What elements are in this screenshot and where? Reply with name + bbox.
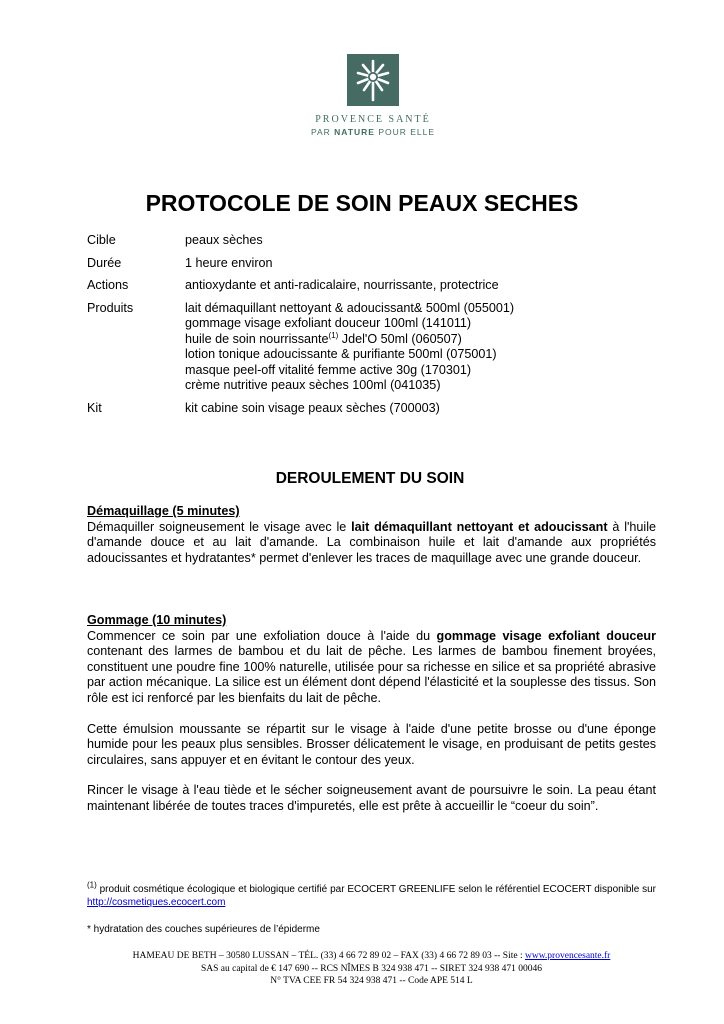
- footnote-marker: (1): [328, 330, 339, 340]
- brand-tagline: [306, 127, 440, 137]
- ecocert-link[interactable]: http://cosmetiques.ecocert.com: [87, 897, 226, 908]
- gommage-paragraph-1: [87, 629, 656, 707]
- duree-value: 1 heure environ: [185, 255, 273, 270]
- tag-part-2: NATURE: [334, 127, 375, 137]
- kit-label: Kit: [87, 400, 102, 415]
- product-item: lotion tonique adoucissante & purifiante 500ml (075001): [185, 347, 497, 361]
- huile-text: huile de soin nourrissante: [185, 331, 329, 346]
- demaquillage-heading: Démaquillage (5 minutes): [87, 504, 240, 518]
- footnote-2: * hydratation des couches supérieures de l’épiderme: [87, 924, 320, 935]
- product-highlight: gommage visage exfoliant douceur: [436, 628, 656, 643]
- page-title: PROTOCOLE DE SOIN PEAUX SECHES: [145, 190, 579, 216]
- product-item: lait démaquillant nettoyant & adoucissant& 500ml (055001): [185, 300, 515, 315]
- row-actions: [87, 278, 647, 294]
- cible-value: peaux sèches: [185, 233, 263, 247]
- row-kit: [87, 401, 647, 417]
- duree-label: Durée: [87, 255, 122, 270]
- gommage-section: [87, 613, 656, 815]
- sun-logo-icon: [347, 54, 399, 106]
- demaquillage-section: [87, 504, 656, 566]
- produits-list: [185, 301, 647, 394]
- product-item: crème nutritive peaux sèches 100ml (041035): [185, 378, 441, 392]
- kit-value: kit cabine soin visage peaux sèches (700003): [185, 400, 440, 415]
- row-cible: [87, 233, 647, 249]
- brand-logo: [306, 54, 440, 137]
- text-span: Commencer ce soin par une exfoliation douce à l'aide du: [87, 628, 437, 643]
- row-produits: [87, 301, 647, 394]
- tag-part-3: POUR ELLE: [378, 127, 436, 137]
- protocol-info-table: [87, 233, 647, 423]
- tag-part-1: PAR: [310, 127, 331, 137]
- product-item-huile: [185, 332, 647, 348]
- gommage-paragraph-2: Cette émulsion moussante se répartit sur le visage à l'aide d'une petite brosse ou d'une éponge humide pour les peaux plus sensibles. Brosser délicatement le visage, en produisant de petits gestes circulaires, sans appuyer et en évitant le contour des yeux.: [87, 721, 656, 767]
- address-text: HAMEAU DE BETH – 30580 LUSSAN – TÉL. (33) 4 66 72 89 02 – FAX (33) 4 66 72 89 03 -- Site :: [132, 951, 525, 961]
- footnote-1: [87, 880, 656, 909]
- actions-label: Actions: [87, 278, 129, 292]
- product-item: masque peel-off vitalité femme active 30g (170301): [185, 362, 472, 377]
- company-address: [87, 950, 656, 988]
- product-highlight: lait démaquillant nettoyant et adoucissant: [351, 519, 608, 534]
- footnote-marker: (1): [87, 880, 97, 890]
- cible-label: Cible: [87, 233, 116, 247]
- actions-value: antioxydante et anti-radicalaire, nourrissante, protectrice: [185, 278, 499, 292]
- gommage-heading: Gommage (10 minutes): [87, 613, 227, 627]
- gommage-paragraph-3: Rincer le visage à l'eau tiède et le sécher soigneusement avant de poursuivre le soin. La peau étant maintenant libérée de toutes traces d'impuretés, elle est prête à accueillir le “coeur du soin”.: [87, 783, 656, 813]
- address-line-1: [87, 950, 656, 963]
- text-span: à l'huile d'amande douce et au lait d'amande. La combinaison huile et lait d'amande aux propriétés adoucissantes et hydratantes* permet d'enlever les traces de maquillage avec une grande douceur.: [87, 519, 656, 565]
- huile-text-after: Jdel'O 50ml (060507): [338, 331, 462, 346]
- address-line-2: SAS au capital de € 147 690 -- RCS NÎMES B 324 938 471 -- SIRET 324 938 471 00046: [200, 963, 543, 974]
- demaquillage-paragraph: [87, 520, 656, 567]
- footnote-text: produit cosmétique écologique et biologique certifié par ECOCERT GREENLIFE selon le référentiel ECOCERT disponible sur: [96, 884, 656, 895]
- address-line-3: N° TVA CEE FR 54 324 938 471 -- Code APE 514 L: [270, 976, 473, 986]
- produits-label: Produits: [87, 300, 134, 315]
- product-item: gommage visage exfoliant douceur 100ml (141011): [185, 316, 472, 330]
- text-span: Démaquiller soigneusement le visage avec le: [87, 519, 352, 534]
- website-link[interactable]: www.provencesante.fr: [524, 951, 611, 961]
- brand-name: PROVENCE SANTÉ: [315, 114, 431, 125]
- row-duree: [87, 256, 647, 272]
- text-span: contenant des larmes de bambou et du lait de pêche. Les larmes de bambou finement broyées, constituent une poudre fine 100% naturelle, utilisée pour sa richesse en silice et sa propriété abrasive par action mécanique. La silice est un élément dont dépend l'élasticité et la souplesse des tissus. Son rôle est ici renforcé par les bienfaits du lait de pêche.: [87, 644, 656, 705]
- section-title: DEROULEMENT DU SOIN: [275, 470, 465, 487]
